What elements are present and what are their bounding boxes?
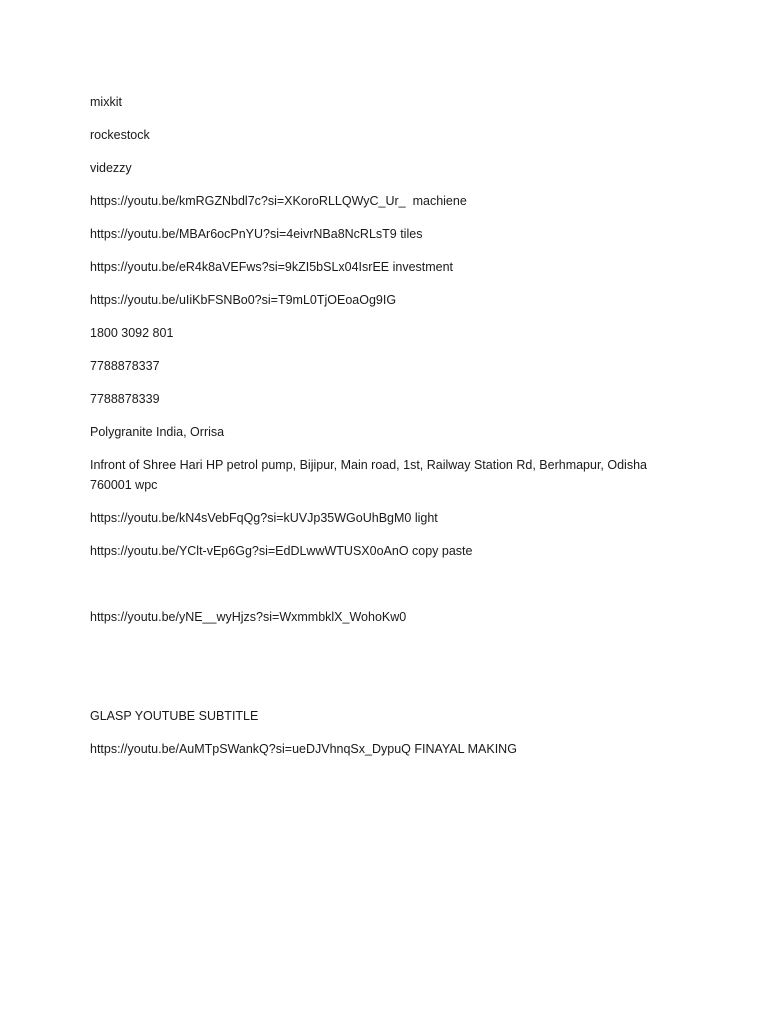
empty-line xyxy=(90,674,668,694)
link-line-copy-paste: https://youtu.be/YClt-vEp6Gg?si=EdDLwwWTUSX0oAnO copy paste xyxy=(90,543,473,558)
link-line-finayal-making: https://youtu.be/AuMTpSWankQ?si=ueDJVhnqSx_DypuQ FINAYAL MAKING xyxy=(90,741,517,756)
text-line-videzzy: videzzy xyxy=(90,161,132,175)
phone-number-1: 7788878337 xyxy=(90,359,160,373)
phone-number-2: 7788878339 xyxy=(90,392,160,406)
company-name: Polygranite India, Orrisa xyxy=(90,425,225,439)
text-line-rockestock: rockestock xyxy=(90,128,150,142)
link-line-plain: https://youtu.be/uIiKbFSNBo0?si=T9mL0TjOEoaOg9IG xyxy=(90,293,397,307)
text-line-mixkit: mixkit xyxy=(90,95,122,109)
link-line-investment: https://youtu.be/eR4k8aVEFws?si=9kZI5bSLx04IsrEE investment xyxy=(90,260,454,274)
link-line-machiene: https://youtu.be/kmRGZNbdl7c?si=XKoroRLLQWyC_Ur_ machiene xyxy=(90,194,467,208)
empty-line xyxy=(90,575,668,595)
heading-glasp-subtitle: GLASP YOUTUBE SUBTITLE xyxy=(90,708,259,723)
phone-number-tollfree: 1800 3092 801 xyxy=(90,326,174,340)
empty-line xyxy=(90,641,668,661)
link-line-untitled: https://youtu.be/yNE__wyHjzs?si=WxmmbklX_WohoKw0 xyxy=(90,609,407,624)
address-line: Infront of Shree Hari HP petrol pump, Bijipur, Main road, 1st, Railway Station Rd, Berhmapur, Odisha 760001 wpc xyxy=(90,458,651,492)
link-line-tiles: https://youtu.be/MBAr6ocPnYU?si=4eivrNBa8NcRLsT9 tiles xyxy=(90,227,423,241)
document-body xyxy=(90,93,668,773)
link-line-light: https://youtu.be/kN4sVebFqQg?si=kUVJp35WGoUhBgM0 light xyxy=(90,510,438,525)
